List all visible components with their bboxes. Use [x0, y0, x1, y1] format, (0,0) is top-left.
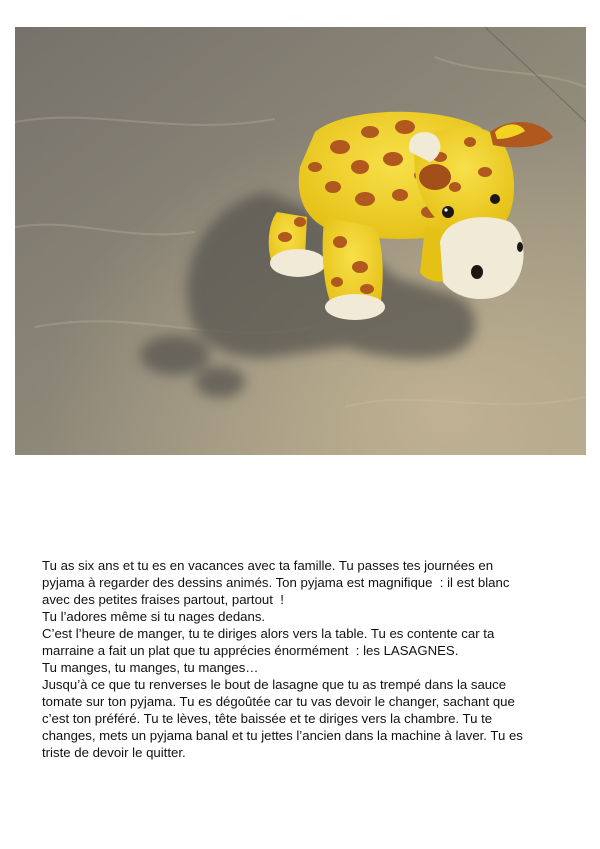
giraffe-photo [15, 27, 586, 455]
story-line: avec des petites fraises partout, partout ! [42, 592, 284, 607]
story-line: tomate sur ton pyjama. Tu es dégoûtée car tu vas devoir le changer, sachant que [42, 694, 515, 709]
story-line: c’est ton préféré. Tu te lèves, tête baissée et te diriges vers la chambre. Tu te [42, 711, 493, 726]
story-text [42, 557, 562, 761]
story-line: triste de devoir le quitter. [42, 745, 186, 760]
story-line: C’est l’heure de manger, tu te diriges alors vers la table. Tu es contente car ta [42, 626, 495, 641]
story-line: marraine a fait un plat que tu apprécies énormément : les LASAGNES. [42, 643, 459, 658]
story-line: pyjama à regarder des dessins animés. Ton pyjama est magnifique : il est blanc [42, 575, 510, 590]
story-line: Tu as six ans et tu es en vacances avec ta famille. Tu passes tes journées en [42, 558, 494, 573]
story-line: Tu l’adores même si tu nages dedans. [42, 609, 266, 624]
giraffe-plush-image [15, 27, 586, 455]
story-line: Jusqu’à ce que tu renverses le bout de lasagne que tu as trempé dans la sauce [42, 677, 507, 692]
story-line: changes, mets un pyjama banal et tu jettes l’ancien dans la machine à laver. Tu es [42, 728, 523, 743]
story-line: Tu manges, tu manges, tu manges… [42, 660, 259, 675]
